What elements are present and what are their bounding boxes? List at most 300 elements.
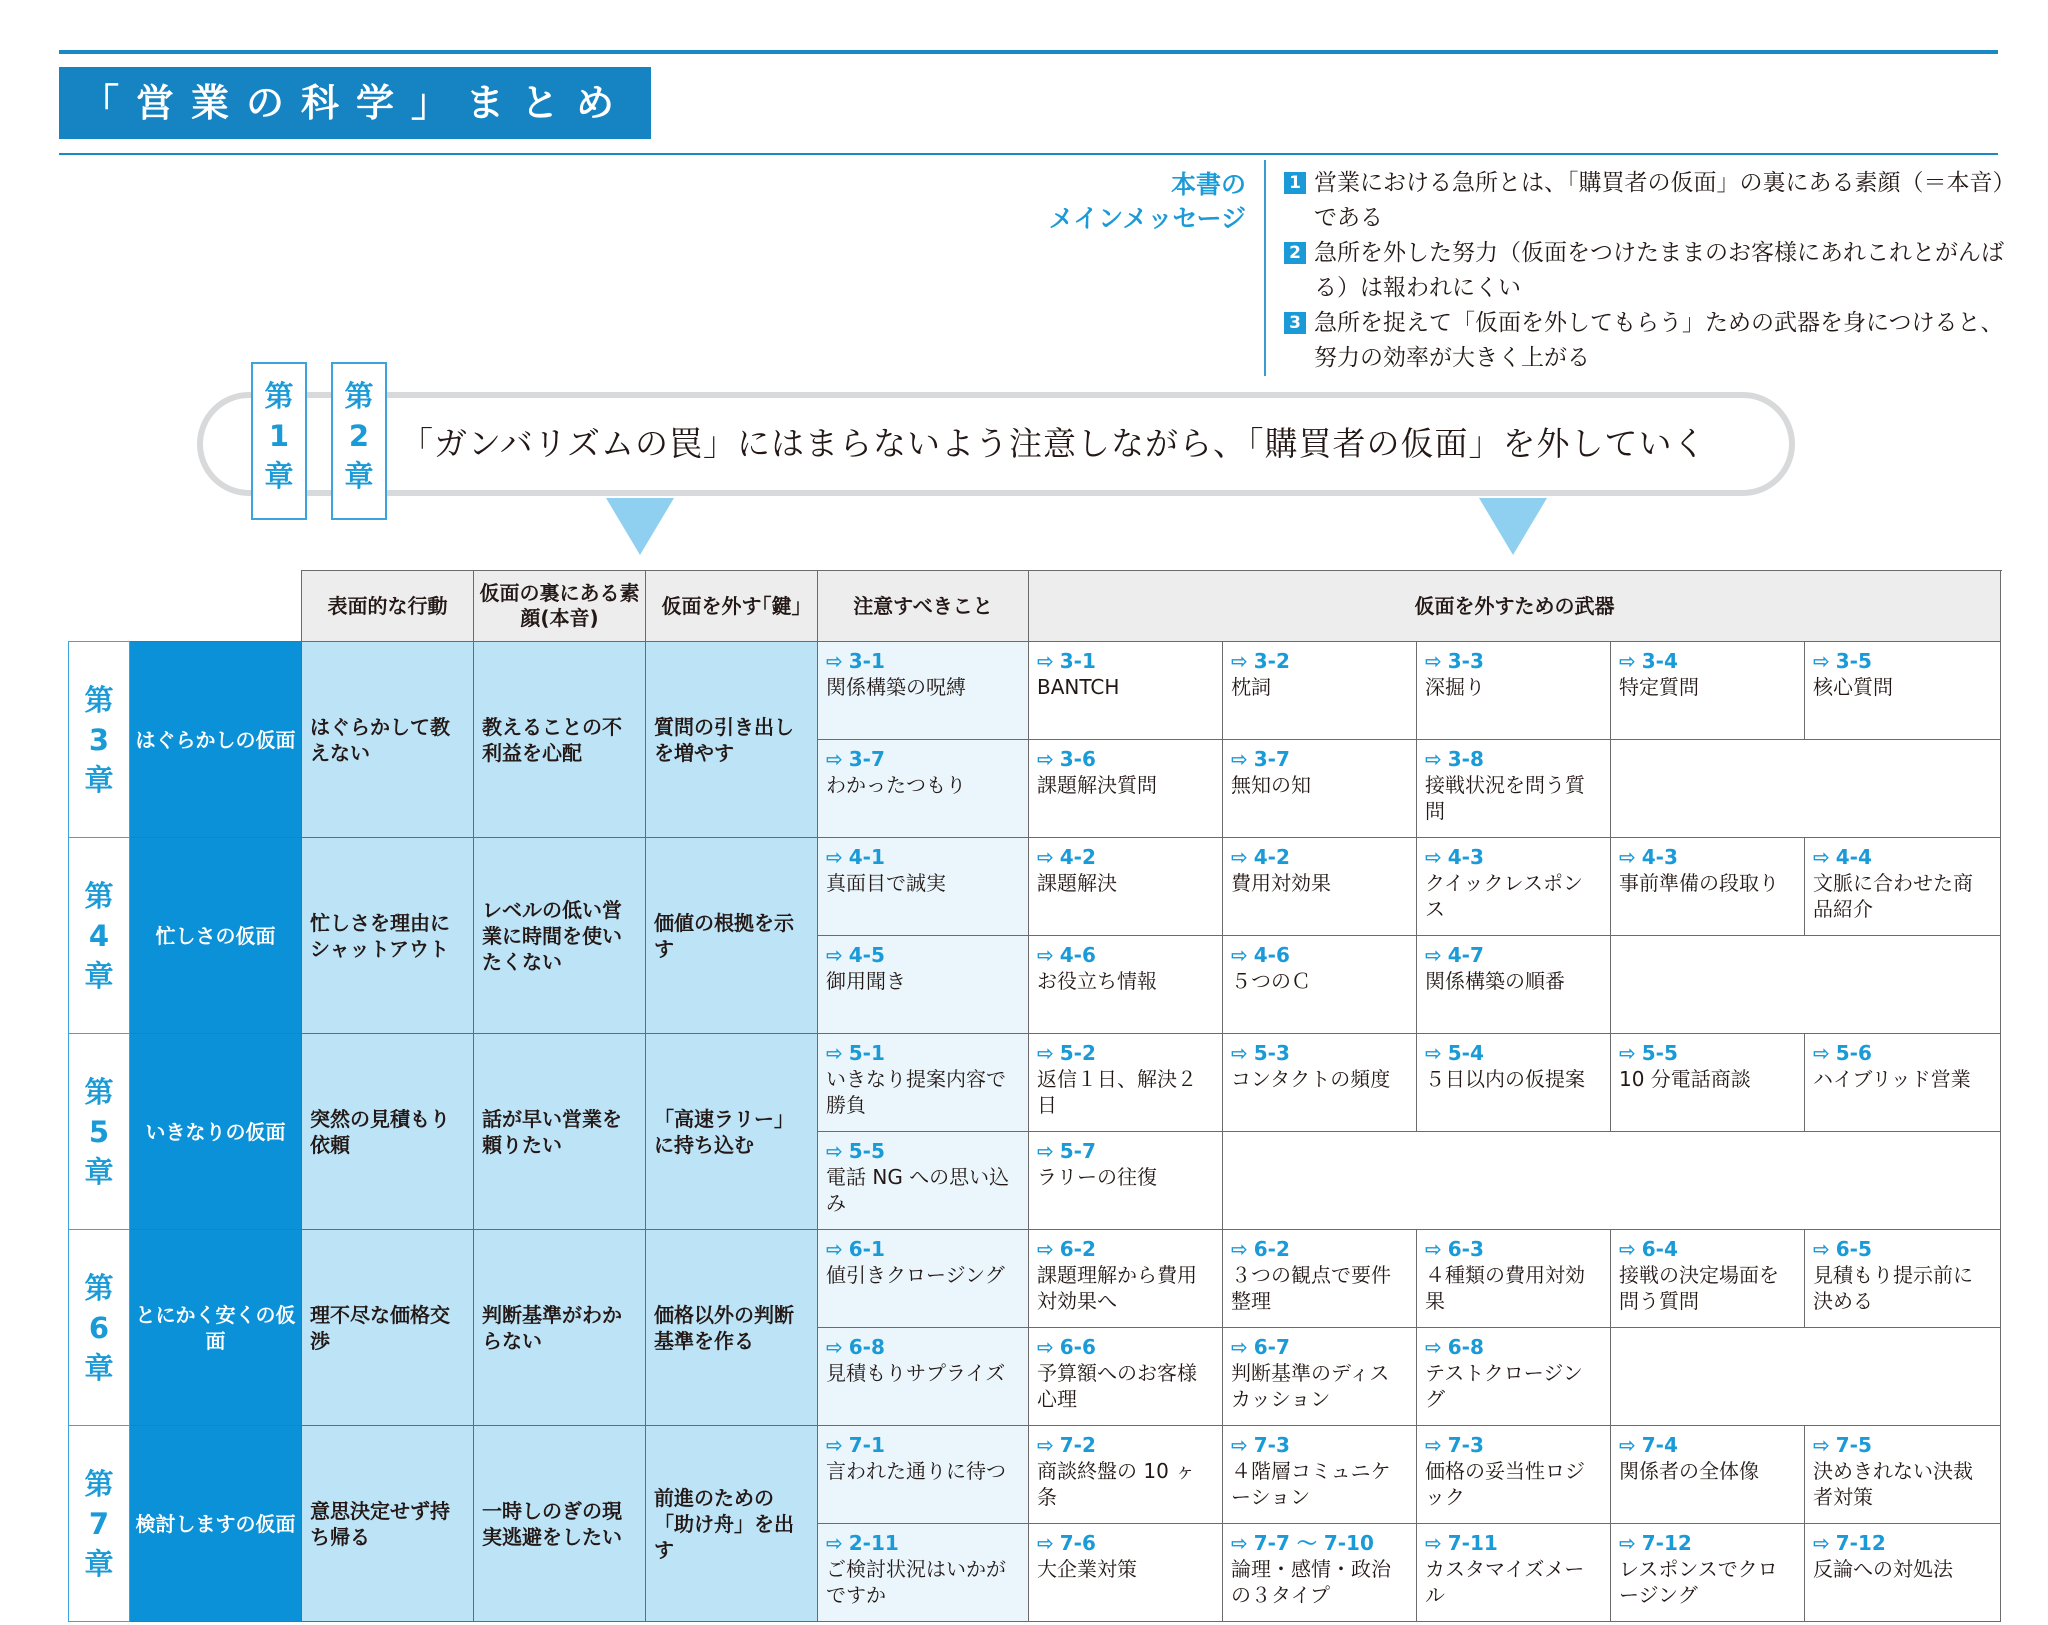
section-ref	[1813, 1236, 1992, 1262]
arrow-icon: ⇨	[1619, 1041, 1636, 1065]
section-name: ハイブリッド営業	[1813, 1067, 1971, 1091]
section-name: 枕詞	[1231, 675, 1271, 699]
weapon-cell	[1417, 936, 1611, 1034]
arrow-icon: ⇨	[1619, 1433, 1636, 1457]
section-number: 3-1	[1059, 649, 1096, 673]
weapon-cell	[1223, 936, 1417, 1034]
true-face: レベルの低い営業に時間を使いたくない	[474, 838, 646, 1034]
section-ref	[1037, 1040, 1214, 1066]
section-name: 反論への対処法	[1813, 1557, 1953, 1581]
section-ref	[1813, 1432, 1992, 1458]
section-name: 課題解決質問	[1037, 773, 1157, 797]
main-message-list	[1284, 166, 2004, 376]
weapon-cell	[1223, 1034, 1417, 1132]
section-number: 5-5	[1641, 1041, 1678, 1065]
chapter-label-top: 第	[264, 379, 294, 413]
section-ref	[826, 942, 1020, 968]
section-ref	[1813, 648, 1992, 674]
arrow-icon: ⇨	[1425, 1433, 1442, 1457]
header-key: 仮面を外す｢鍵｣	[646, 571, 818, 642]
section-ref	[1425, 1236, 1602, 1262]
section-ref	[1037, 844, 1214, 870]
arrow-icon: ⇨	[1425, 649, 1442, 673]
mask-name: 忙しさの仮面	[130, 838, 302, 1034]
section-name: 関係構築の順番	[1425, 969, 1565, 993]
arrow-icon: ⇨	[1037, 1041, 1054, 1065]
section-number: 7-6	[1059, 1531, 1096, 1555]
main-message-item	[1284, 236, 2004, 306]
section-ref	[1231, 1432, 1408, 1458]
arrow-icon: ⇨	[1425, 1041, 1442, 1065]
weapon-cell	[1223, 1328, 1417, 1426]
chapter-label-part: 7	[88, 1506, 110, 1541]
chapter-label-part: 章	[84, 1546, 114, 1581]
section-ref	[1425, 1334, 1602, 1360]
unmask-key: 価格以外の判断基準を作る	[646, 1230, 818, 1426]
weapon-cell	[1805, 642, 2001, 740]
arrow-icon: ⇨	[1619, 649, 1636, 673]
chapter-label-num: 2	[348, 419, 370, 453]
table-row	[69, 642, 2001, 740]
arrow-icon: ⇨	[1037, 1237, 1054, 1261]
section-name: BANTCH	[1037, 675, 1120, 699]
section-number: 6-2	[1253, 1237, 1290, 1261]
chapter-label-bottom: 章	[344, 459, 374, 493]
section-number: 7-2	[1059, 1433, 1096, 1457]
section-ref	[1037, 1432, 1214, 1458]
section-number: 4-5	[848, 943, 885, 967]
section-name: ４階層コミュニケーション	[1231, 1459, 1391, 1509]
main-message-item	[1284, 166, 2004, 236]
message-number-badge: 3	[1284, 312, 1306, 334]
table-row	[69, 1230, 2001, 1328]
mask-name: はぐらかしの仮面	[130, 642, 302, 838]
message-text: 営業における急所とは、「購買者の仮面」の裏にある素顔（＝本音）である	[1314, 170, 2004, 231]
section-number: 4-4	[1835, 845, 1872, 869]
section-name: 課題理解から費用対効果へ	[1037, 1263, 1197, 1313]
chapter-label-bottom: 章	[264, 459, 294, 493]
section-name: 真面目で誠実	[826, 871, 946, 895]
weapon-cell	[1223, 1426, 1417, 1524]
arrow-icon: ⇨	[1037, 1433, 1054, 1457]
caution-cell	[818, 740, 1029, 838]
section-name: レスポンスでクロージング	[1619, 1557, 1778, 1607]
arrow-icon: ⇨	[1813, 1433, 1830, 1457]
section-name: 課題解決	[1037, 871, 1117, 895]
section-number: 3-1	[848, 649, 885, 673]
section-number: 3-5	[1835, 649, 1872, 673]
arrow-icon: ⇨	[1037, 1335, 1054, 1359]
weapon-cell	[1029, 740, 1223, 838]
weapon-cell	[1029, 1230, 1223, 1328]
section-ref	[826, 1334, 1020, 1360]
section-name: カスタマイズメール	[1425, 1557, 1585, 1607]
chapter-label-part: 4	[88, 918, 110, 953]
section-number: 7-12	[1835, 1531, 1886, 1555]
section-number: 3-6	[1059, 747, 1096, 771]
weapon-cell	[1417, 838, 1611, 936]
chapter-label-part: 5	[88, 1114, 110, 1149]
section-name: 無知の知	[1231, 773, 1311, 797]
section-number: 5-7	[1059, 1139, 1096, 1163]
section-number: 5-3	[1253, 1041, 1290, 1065]
section-name: 関係構築の呪縛	[826, 675, 966, 699]
weapon-cell	[1223, 740, 1417, 838]
weapon-cell	[1417, 1524, 1611, 1622]
section-number: 3-8	[1447, 747, 1484, 771]
surface-behavior: 理不尽な価格交渉	[302, 1230, 474, 1426]
section-ref	[1037, 746, 1214, 772]
section-number: 3-3	[1447, 649, 1484, 673]
main-message-label-line2: メインメッセージ	[1048, 204, 1246, 233]
section-ref	[1425, 844, 1602, 870]
section-name: 御用聞き	[826, 969, 906, 993]
section-ref	[826, 1432, 1020, 1458]
weapon-cell	[1029, 936, 1223, 1034]
section-name: 深掘り	[1425, 675, 1485, 699]
arrow-icon: ⇨	[826, 747, 843, 771]
section-name: 決めきれない決裁者対策	[1813, 1459, 1973, 1509]
section-number: 6-8	[848, 1335, 885, 1359]
section-name: 判断基準のディスカッション	[1231, 1361, 1390, 1411]
header-surface: 表面的な行動	[302, 571, 474, 642]
weapon-cell	[1805, 838, 2001, 936]
section-number: 6-6	[1059, 1335, 1096, 1359]
section-number: 6-4	[1641, 1237, 1678, 1261]
section-name: 関係者の全体像	[1619, 1459, 1759, 1483]
weapon-cell	[1029, 1132, 1223, 1230]
section-ref	[1619, 648, 1796, 674]
banner-text: 「ガンバリズムの罠」にはまらないよう注意しながら、「購買者の仮面」を外していく	[400, 424, 1707, 463]
section-name: ご検討状況はいかがですか	[826, 1557, 1006, 1607]
surface-behavior: 忙しさを理由にシャットアウト	[302, 838, 474, 1034]
section-ref	[826, 746, 1020, 772]
section-number: 7-3	[1253, 1433, 1290, 1457]
section-number: 7-4	[1641, 1433, 1678, 1457]
section-number: 2-11	[848, 1531, 899, 1555]
section-name: ４種類の費用対効果	[1425, 1263, 1585, 1313]
section-ref	[826, 1040, 1020, 1066]
unmask-key: 価値の根拠を示す	[646, 838, 818, 1034]
section-number: 5-6	[1835, 1041, 1872, 1065]
chapter-label-part: 章	[84, 1350, 114, 1385]
weapon-cell	[1805, 1524, 2001, 1622]
section-ref	[1037, 942, 1214, 968]
arrow-icon: ⇨	[1619, 845, 1636, 869]
section-number: 4-6	[1253, 943, 1290, 967]
arrow-icon: ⇨	[1619, 1531, 1636, 1555]
section-name: 返信１日、解決２日	[1037, 1067, 1197, 1117]
weapon-cell	[1029, 1328, 1223, 1426]
arrow-icon: ⇨	[1231, 943, 1248, 967]
weapon-cell	[1611, 1524, 1805, 1622]
section-name: 費用対効果	[1231, 871, 1331, 895]
section-number: 4-2	[1059, 845, 1096, 869]
section-ref	[1619, 1040, 1796, 1066]
arrow-icon: ⇨	[1425, 845, 1442, 869]
message-number-badge: 1	[1284, 172, 1306, 194]
weapon-cell	[1417, 1034, 1611, 1132]
chapter-label-part: 6	[88, 1310, 110, 1345]
section-ref	[1425, 942, 1602, 968]
arrow-icon: ⇨	[1231, 1433, 1248, 1457]
section-number: 6-3	[1447, 1237, 1484, 1261]
weapon-cell	[1805, 1230, 2001, 1328]
section-name: 価格の妥当性ロジック	[1425, 1459, 1585, 1509]
table-row	[69, 1034, 2001, 1132]
empty-cell	[1611, 740, 2001, 838]
section-name: 接戦の決定場面を問う質問	[1619, 1263, 1779, 1313]
section-name: 論理・感情・政治の３タイプ	[1231, 1557, 1391, 1607]
chapter-label-top: 第	[344, 379, 374, 413]
unmask-key: 「高速ラリー」に持ち込む	[646, 1034, 818, 1230]
arrow-icon: ⇨	[1037, 649, 1054, 673]
arrow-icon: ⇨	[1425, 943, 1442, 967]
section-name: 大企業対策	[1037, 1557, 1137, 1581]
weapon-cell	[1223, 1230, 1417, 1328]
section-number: 5-2	[1059, 1041, 1096, 1065]
caution-cell	[818, 1524, 1029, 1622]
arrow-icon: ⇨	[1231, 845, 1248, 869]
section-number: 4-6	[1059, 943, 1096, 967]
arrow-icon: ⇨	[1231, 747, 1248, 771]
weapon-cell	[1029, 838, 1223, 936]
weapon-cell	[1417, 1328, 1611, 1426]
arrow-icon: ⇨	[1813, 1531, 1830, 1555]
chapter-label-part: 章	[84, 958, 114, 993]
weapon-cell	[1611, 1230, 1805, 1328]
section-number: 6-5	[1835, 1237, 1872, 1261]
caution-cell	[818, 936, 1029, 1034]
main-message-divider	[1264, 160, 1266, 376]
section-number: 5-1	[848, 1041, 885, 1065]
section-name: コンタクトの頻度	[1231, 1067, 1391, 1091]
section-ref	[1037, 1236, 1214, 1262]
section-name: ３つの観点で要件整理	[1231, 1263, 1391, 1313]
weapon-cell	[1805, 1034, 2001, 1132]
section-name: 商談終盤の 10 ヶ条	[1037, 1459, 1196, 1509]
chapter-label	[69, 1230, 130, 1426]
section-number: 4-7	[1447, 943, 1484, 967]
section-name: 文脈に合わせた商品紹介	[1813, 871, 1973, 921]
section-ref	[1425, 1530, 1602, 1556]
section-ref	[1037, 1530, 1214, 1556]
caution-cell	[818, 1328, 1029, 1426]
section-ref	[1425, 1432, 1602, 1458]
weapon-cell	[1223, 838, 1417, 936]
section-ref	[1619, 844, 1796, 870]
arrow-icon: ⇨	[1037, 845, 1054, 869]
down-arrow-icon	[1479, 498, 1547, 555]
chapter-label-part: 3	[88, 722, 110, 757]
section-ref	[1231, 746, 1408, 772]
section-name: 事前準備の段取り	[1619, 871, 1779, 895]
arrow-icon: ⇨	[1425, 1531, 1442, 1555]
chapter-label	[69, 1034, 130, 1230]
arrow-icon: ⇨	[826, 1139, 843, 1163]
message-text: 急所を捉えて「仮面を外してもらう」ための武器を身につけると、努力の効率が大きく上がる	[1314, 310, 2004, 371]
arrow-icon: ⇨	[1037, 943, 1054, 967]
arrow-icon: ⇨	[1231, 1237, 1248, 1261]
table-corner	[69, 571, 302, 642]
arrow-icon: ⇨	[1813, 649, 1830, 673]
section-name: 値引きクロージング	[826, 1263, 1005, 1287]
weapon-cell	[1611, 1426, 1805, 1524]
true-face: 判断基準がわからない	[474, 1230, 646, 1426]
section-name: 見積もりサプライズ	[826, 1361, 1006, 1385]
header-true-face: 仮面の裏にある素顔(本音)	[474, 571, 646, 642]
weapon-cell	[1223, 642, 1417, 740]
chapter-label-num: 1	[268, 419, 290, 453]
chapter-label-part: 第	[84, 682, 114, 717]
arrow-icon: ⇨	[826, 1433, 843, 1457]
table-row	[69, 838, 2001, 936]
arrow-icon: ⇨	[826, 649, 843, 673]
section-ref	[1425, 1040, 1602, 1066]
section-ref	[1619, 1432, 1796, 1458]
arrow-icon: ⇨	[1037, 747, 1054, 771]
section-ref	[1037, 1334, 1214, 1360]
section-name: 言われた通りに待つ	[826, 1459, 1006, 1483]
section-number: 6-1	[848, 1237, 885, 1261]
chapter-label	[69, 838, 130, 1034]
section-number: 7-7 〜 7-10	[1253, 1531, 1374, 1555]
title-underline	[59, 153, 1998, 155]
arrow-icon: ⇨	[1037, 1531, 1054, 1555]
main-message-label	[1000, 168, 1246, 236]
arrow-icon: ⇨	[1425, 747, 1442, 771]
section-ref	[1813, 1530, 1992, 1556]
section-ref	[1037, 648, 1214, 674]
weapon-cell	[1029, 1426, 1223, 1524]
section-name: 接戦状況を問う質問	[1425, 773, 1585, 823]
weapon-cell	[1417, 740, 1611, 838]
arrow-icon: ⇨	[826, 845, 843, 869]
section-ref	[1231, 844, 1408, 870]
message-number-badge: 2	[1284, 242, 1306, 264]
surface-behavior: 意思決定せず持ち帰る	[302, 1426, 474, 1622]
arrow-icon: ⇨	[826, 943, 843, 967]
chapter-1-label	[251, 362, 307, 520]
caution-cell	[818, 1230, 1029, 1328]
section-number: 5-4	[1447, 1041, 1484, 1065]
section-name: わかったつもり	[826, 773, 966, 797]
chapter-label-part: 第	[84, 1074, 114, 1109]
section-name: お役立ち情報	[1037, 969, 1157, 993]
top-rule	[59, 50, 1998, 54]
section-ref	[826, 844, 1020, 870]
arrow-icon: ⇨	[1037, 1139, 1054, 1163]
section-number: 6-2	[1059, 1237, 1096, 1261]
section-name: 見積もり提示前に決める	[1813, 1263, 1973, 1313]
chapter-label-part: 第	[84, 1270, 114, 1305]
section-ref	[1231, 1530, 1408, 1556]
section-name: テストクロージング	[1425, 1361, 1583, 1411]
empty-cell	[1611, 1328, 2001, 1426]
section-number: 3-4	[1641, 649, 1678, 673]
chapter-label	[69, 1426, 130, 1622]
section-number: 6-8	[1447, 1335, 1484, 1359]
arrow-icon: ⇨	[826, 1531, 843, 1555]
section-ref	[1813, 844, 1992, 870]
mask-name: 検討しますの仮面	[130, 1426, 302, 1622]
section-ref	[1425, 746, 1602, 772]
section-number: 4-3	[1447, 845, 1484, 869]
chapter-label	[69, 642, 130, 838]
section-name: いきなり提案内容で勝負	[826, 1067, 1006, 1117]
section-number: 5-5	[848, 1139, 885, 1163]
weapon-cell	[1611, 838, 1805, 936]
arrow-icon: ⇨	[826, 1237, 843, 1261]
section-ref	[826, 1236, 1020, 1262]
arrow-icon: ⇨	[1425, 1237, 1442, 1261]
section-number: 7-3	[1447, 1433, 1484, 1457]
section-name: ５つのＣ	[1231, 969, 1311, 993]
section-ref	[1619, 1236, 1796, 1262]
true-face: 話が早い営業を頼りたい	[474, 1034, 646, 1230]
caution-cell	[818, 838, 1029, 936]
section-ref	[1231, 942, 1408, 968]
table-body	[69, 642, 2001, 1622]
section-number: 7-11	[1447, 1531, 1498, 1555]
unmask-key: 前進のための「助け舟」を出す	[646, 1426, 818, 1622]
weapon-cell	[1223, 1524, 1417, 1622]
weapon-cell	[1417, 642, 1611, 740]
arrow-icon: ⇨	[1231, 649, 1248, 673]
caution-cell	[818, 642, 1029, 740]
caution-cell	[818, 1132, 1029, 1230]
arrow-icon: ⇨	[1231, 1041, 1248, 1065]
main-message-label-line1: 本書の	[1170, 170, 1246, 199]
section-ref	[1619, 1530, 1796, 1556]
section-ref	[826, 648, 1020, 674]
section-number: 4-3	[1641, 845, 1678, 869]
chapter-label-part: 章	[84, 1154, 114, 1189]
main-message-item	[1284, 306, 2004, 376]
weapon-cell	[1805, 1426, 2001, 1524]
section-ref	[1231, 1334, 1408, 1360]
header-caution: 注意すべきこと	[818, 571, 1029, 642]
section-name: 10 分電話商談	[1619, 1067, 1751, 1091]
section-name: 特定質問	[1619, 675, 1699, 699]
weapon-cell	[1029, 1034, 1223, 1132]
summary-table	[68, 570, 2001, 1622]
caution-cell	[818, 1034, 1029, 1132]
empty-cell	[1223, 1132, 2001, 1230]
mask-name: いきなりの仮面	[130, 1034, 302, 1230]
true-face: 教えることの不利益を心配	[474, 642, 646, 838]
section-ref	[826, 1138, 1020, 1164]
arrow-icon: ⇨	[826, 1335, 843, 1359]
page-title: 「営業の科学」まとめ	[59, 67, 651, 139]
section-number: 7-1	[848, 1433, 885, 1457]
table-row	[69, 1426, 2001, 1524]
chapter-label-part: 第	[84, 1466, 114, 1501]
section-number: 7-12	[1641, 1531, 1692, 1555]
down-arrow-icon	[606, 498, 674, 555]
chapter-2-label	[331, 362, 387, 520]
arrow-icon: ⇨	[1231, 1335, 1248, 1359]
section-number: 7-5	[1835, 1433, 1872, 1457]
section-name: クイックレスポンス	[1425, 871, 1583, 921]
arrow-icon: ⇨	[1231, 1531, 1248, 1555]
section-ref	[1231, 648, 1408, 674]
section-number: 4-1	[848, 845, 885, 869]
chapter-label-part: 章	[84, 762, 114, 797]
section-number: 3-2	[1253, 649, 1290, 673]
section-number: 4-2	[1253, 845, 1290, 869]
section-number: 3-7	[848, 747, 885, 771]
